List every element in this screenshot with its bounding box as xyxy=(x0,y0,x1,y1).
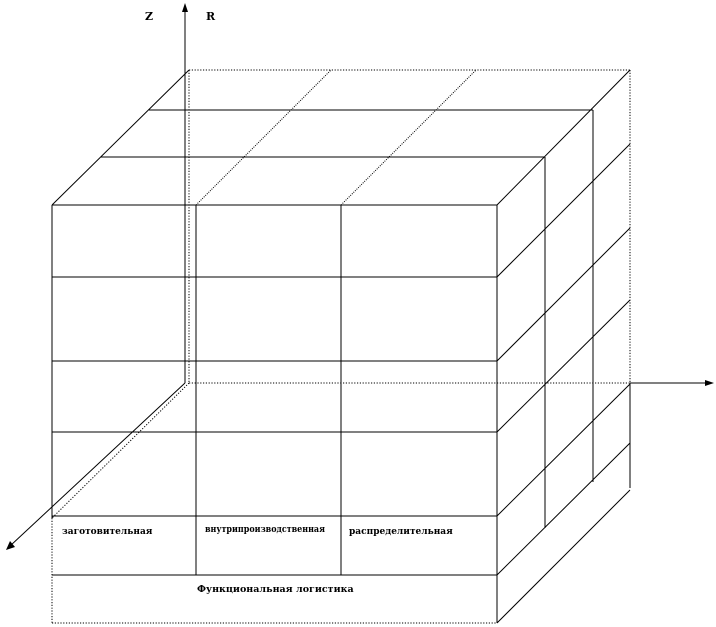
r-axis-label: R xyxy=(206,10,216,23)
base-label-functional-logistics: Функциональная логистика xyxy=(197,584,354,595)
column-label-distribution: распределительная xyxy=(349,527,453,537)
cube-front-face xyxy=(52,205,497,623)
cube-right-face xyxy=(497,110,630,623)
cube-top-face xyxy=(52,70,630,205)
column-label-intraproduction: внутрипроизводственная xyxy=(205,525,326,535)
horizontal-axis xyxy=(630,380,714,386)
column-label-procurement: заготовительная xyxy=(62,527,153,537)
vertical-axis-arrowhead xyxy=(182,3,188,12)
horizontal-axis-arrowhead xyxy=(705,380,714,386)
vertical-axis xyxy=(182,3,188,383)
z-axis-label: Z xyxy=(145,10,154,23)
diagonal-axis xyxy=(6,383,185,550)
